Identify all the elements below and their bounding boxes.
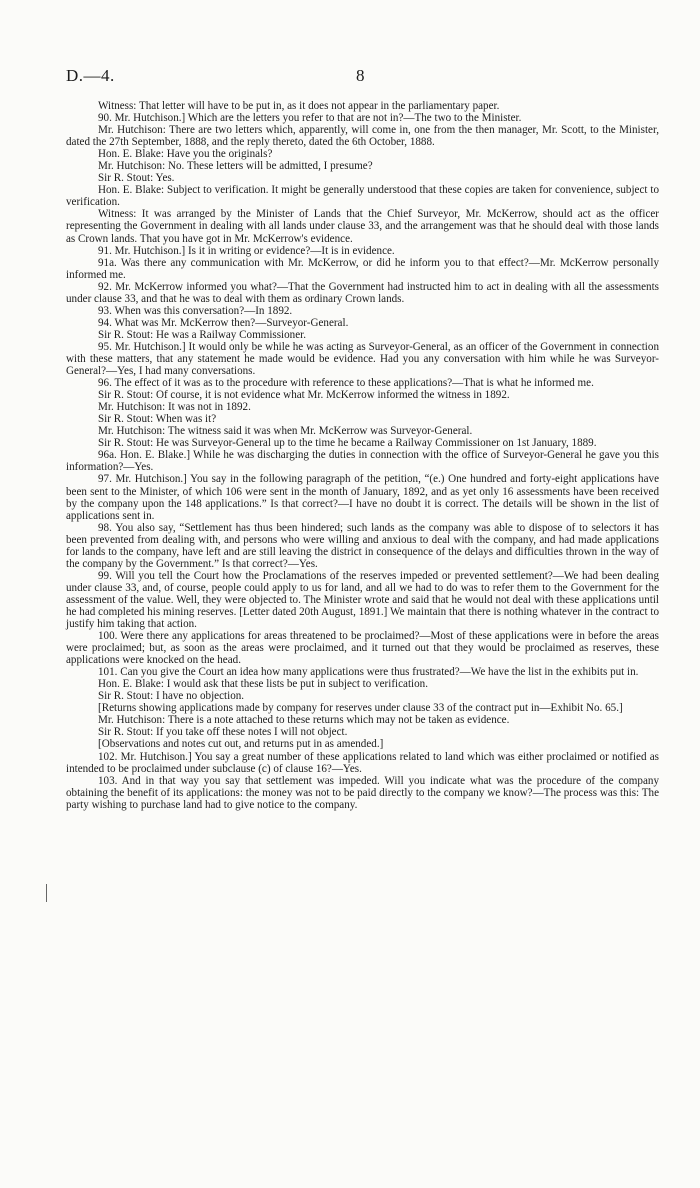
paragraph: 96. The effect of it was as to the procedure with reference to these applications?—That is what he informed me. bbox=[98, 377, 594, 390]
paragraph: Sir R. Stout: I have no objection. bbox=[98, 690, 245, 703]
paragraph: Hon. E. Blake: Have you the originals? bbox=[98, 148, 273, 161]
paragraph: 94. What was Mr. McKerrow then?—Surveyor-General. bbox=[98, 316, 349, 329]
paragraph: Sir R. Stout: Of course, it is not evidence what Mr. McKerrow informed the witness in 1892. bbox=[98, 389, 510, 402]
paragraph: 98. You also say, “Settlement has thus been hindered; such lands as the company was able to dispose of to selectors it has been prevented from dealing with, and persons who were willing and anxious to deal with the company, and had made applications for lands to the company, have left and are still leaving the district in consequence of the delays and difficulties thrown in the way of the company by the Government.” Is that correct?—Yes. bbox=[66, 521, 659, 570]
paragraph: 95. Mr. Hutchison.] It would only be while he was acting as Surveyor-General, as an officer of the Government in connection with these matters, that any statement he made would be evidence. Had you any conversation with him while he was Surveyor-General?—Yes, I had many conversations. bbox=[66, 340, 659, 378]
paragraph: 91. Mr. Hutchison.] Is it in writing or evidence?—It is in evidence. bbox=[98, 244, 395, 257]
paragraph: 93. When was this conversation?—In 1892. bbox=[98, 304, 293, 317]
paragraph: 99. Will you tell the Court how the Proclamations of the reserves impeded or prevented settlement?—We had been dealing under clause 33, and, of course, people could apply to us for land, and all we had to do was to refer them to the Government for the assessment of the value. Well, they were objected to. The Minister wrote and said that he would not deal with these applications until he had completed his mining reserves. [Letter dated 20th August, 1891.] We maintain that there is nothing whatever in the contract to justify him taking that action. bbox=[66, 569, 659, 631]
paragraph: Sir R. Stout: He was a Railway Commissioner. bbox=[98, 328, 307, 341]
paragraph: Mr. Hutchison: It was not in 1892. bbox=[98, 401, 251, 414]
paragraph: 103. And in that way you say that settlement was impeded. Will you indicate what was the procedure of the company obtaining the benefit of its applications: the money was not to be paid directly to the company we know?—The process was this: The party wishing to purchase land had to give notice to the company. bbox=[66, 774, 659, 811]
paragraph: Mr. Hutchison: There is a note attached to these returns which may not be taken as evidence. bbox=[98, 714, 510, 727]
page-header bbox=[66, 66, 656, 88]
paragraph: Sir R. Stout: Yes. bbox=[98, 172, 175, 185]
body-text bbox=[66, 100, 659, 811]
paragraph: 102. Mr. Hutchison.] You say a great number of these applications related to land which was either proclaimed or notified as intended to be proclaimed under subclause (c) of clause 16?—Yes. bbox=[66, 750, 659, 775]
paragraph: Mr. Hutchison: There are two letters which, apparently, will come in, one from the then manager, Mr. Scott, to the Minister, dated the 27th September, 1888, and the reply thereto, dated the 6th October, 1888. bbox=[66, 124, 659, 149]
paragraph: Witness: That letter will have to be put in, as it does not appear in the parliamentary paper. bbox=[98, 100, 500, 112]
paragraph: Sir R. Stout: When was it? bbox=[98, 413, 217, 426]
paragraph: 92. Mr. McKerrow informed you what?—That the Government had instructed him to act in dealing with all the assessments under clause 33, and that he was to deal with them as ordinary Crown lands. bbox=[66, 280, 659, 305]
document-code: D.—4. bbox=[66, 66, 115, 85]
paragraph: [Observations and notes cut out, and returns put in as amended.] bbox=[98, 738, 384, 751]
paragraph: 91a. Was there any communication with Mr. McKerrow, or did he inform you to that effect?—Mr. McKerrow personally informed me. bbox=[66, 256, 659, 281]
paragraph: 96a. Hon. E. Blake.] While he was discharging the duties in connection with the office of Surveyor-General he gave you this information?—Yes. bbox=[66, 449, 659, 474]
paragraph: Hon. E. Blake: Subject to verification. It might be generally understood that these copies are taken for convenience, subject to verification. bbox=[66, 184, 659, 209]
paragraph: 90. Mr. Hutchison.] Which are the letters you refer to that are not in?—The two to the Minister. bbox=[98, 112, 522, 125]
margin-mark bbox=[46, 884, 47, 902]
paragraph: Sir R. Stout: He was Surveyor-General up to the time he became a Railway Commissioner on 1st January, 1889. bbox=[98, 437, 597, 450]
page-number: 8 bbox=[356, 66, 365, 85]
paragraph: Mr. Hutchison: The witness said it was when Mr. McKerrow was Surveyor-General. bbox=[98, 425, 473, 438]
paragraph: Hon. E. Blake: I would ask that these lists be put in subject to verification. bbox=[98, 678, 428, 691]
paragraph: Witness: It was arranged by the Minister of Lands that the Chief Surveyor, Mr. McKerrow, should act as the officer representing the Government in dealing with all lands under clause 33, and the arrangement was that he should deal with those lands as Crown lands. That you have got in Mr. McKerrow's evidence. bbox=[66, 208, 659, 245]
paragraph: 97. Mr. Hutchison.] You say in the following paragraph of the petition, “(e.) One hundred and forty-eight applications have been sent to the Minister, of which 106 were sent in the month of January, 1892, and as yet only 16 assessments have been received by the company upon the 148 applications.” Is that correct?—I have no doubt it is correct. The details will be shown in the list of applications sent in. bbox=[66, 473, 659, 522]
paragraph: Sir R. Stout: If you take off these notes I will not object. bbox=[98, 726, 348, 739]
paragraph: 100. Were there any applications for areas threatened to be proclaimed?—Most of these applications were in before the areas were proclaimed; but, as soon as the areas were proclaimed, and it turned out that they would be proclaimed as reserves, these applications were knocked on the head. bbox=[66, 630, 659, 667]
paragraph: 101. Can you give the Court an idea how many applications were thus frustrated?—We have the list in the exhibits put in. bbox=[98, 666, 639, 679]
paragraph: Mr. Hutchison: No. These letters will be admitted, I presume? bbox=[98, 160, 373, 173]
paragraph: [Returns showing applications made by company for reserves under clause 33 of the contract put in—Exhibit No. 65.] bbox=[98, 702, 623, 715]
